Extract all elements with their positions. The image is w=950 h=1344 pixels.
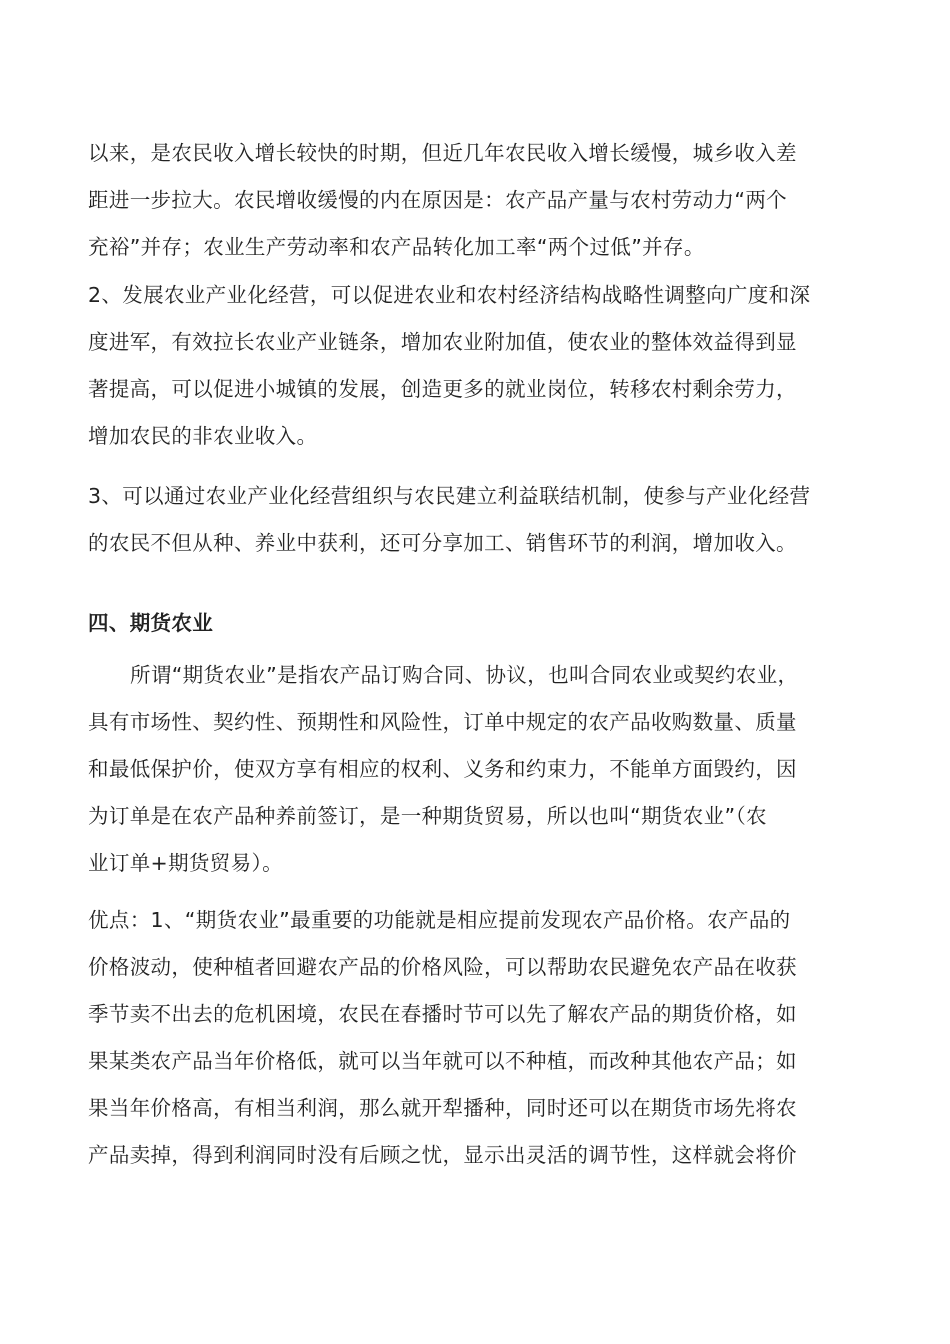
text-line: 3、可以通过农业产业化经营组织与农民建立利益联结机制，使参与产业化经营 <box>88 484 811 508</box>
text-line: 优点：1、“期货农业”最重要的功能就是相应提前发现农产品价格。农产品的 <box>88 908 791 932</box>
text-line: 为订单是在农产品种养前签订，是一种期货贸易，所以也叫“期货农业”（农 <box>88 804 767 828</box>
text-line: 具有市场性、契约性、预期性和风险性，订单中规定的农产品收购数量、质量 <box>88 710 797 734</box>
text-line: 果当年价格高，有相当利润，那么就开犁播种，同时还可以在期货市场先将农 <box>88 1096 797 1120</box>
text-line: 充裕”并存；农业生产劳动率和农产品转化加工率“两个过低”并存。 <box>88 235 705 259</box>
text-line: 距进一步拉大。农民增收缓慢的内在原因是：农产品产量与农村劳动力“两个 <box>88 188 788 212</box>
text-line: 以来，是农民收入增长较快的时期，但近几年农民收入增长缓慢，城乡收入差 <box>88 141 797 165</box>
text-line: 价格波动，使种植者回避农产品的价格风险，可以帮助农民避免农产品在收获 <box>88 955 797 979</box>
section-heading: 四、期货农业 <box>88 611 214 635</box>
text-line: 的农民不但从种、养业中获利，还可分享加工、销售环节的利润，增加收入。 <box>88 531 797 555</box>
text-line: 产品卖掉，得到利润同时没有后顾之忧，显示出灵活的调节性，这样就会将价 <box>88 1143 797 1167</box>
text-line: 著提高，可以促进小城镇的发展，创造更多的就业岗位，转移农村剩余劳力， <box>88 377 797 401</box>
text-line: 增加农民的非农业收入。 <box>88 424 318 448</box>
text-line: 和最低保护价，使双方享有相应的权利、义务和约束力，不能单方面毁约，因 <box>88 757 797 781</box>
text-line: 2、发展农业产业化经营，可以促进农业和农村经济结构战略性调整向广度和深 <box>88 283 811 307</box>
text-line: 季节卖不出去的危机困境，农民在春播时节可以先了解农产品的期货价格，如 <box>88 1002 797 1026</box>
text-line: 果某类农产品当年价格低，就可以当年就可以不种植，而改种其他农产品；如 <box>88 1049 797 1073</box>
text-line: 所谓“期货农业”是指农产品订购合同、协议，也叫合同农业或契约农业， <box>130 663 799 687</box>
text-line: 业订单+期货贸易）。 <box>88 851 283 875</box>
text-line: 度进军，有效拉长农业产业链条，增加农业附加值，使农业的整体效益得到显 <box>88 330 797 354</box>
